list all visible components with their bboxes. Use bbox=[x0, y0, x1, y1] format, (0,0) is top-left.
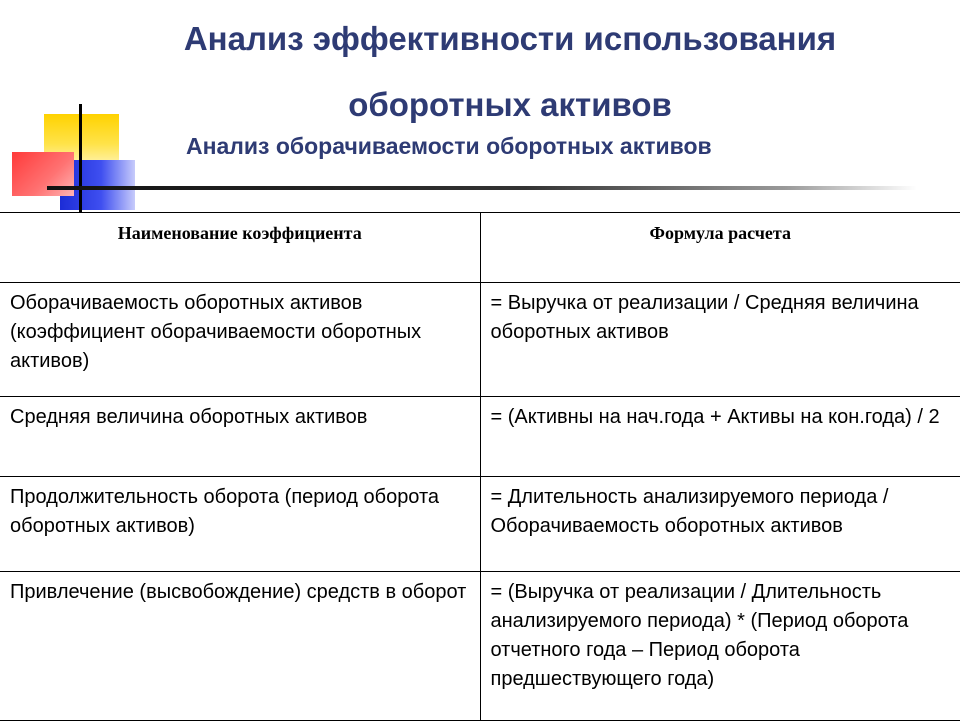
table-row bbox=[0, 397, 960, 477]
formula-cell: = (Выручка от реализации / Длительность анализируемого периода) * (Период оборота отчетного года – Период оборота предшествующего года) bbox=[480, 572, 960, 721]
table-row bbox=[0, 477, 960, 572]
coefficients-table bbox=[0, 212, 960, 721]
page-title-line-2: оборотных активов bbox=[348, 86, 672, 123]
coefficient-name-cell: Продолжительность оборота (период оборота оборотных активов) bbox=[0, 477, 480, 572]
table-header-row bbox=[0, 213, 960, 283]
table-row bbox=[0, 283, 960, 397]
formula-cell: = Длительность анализируемого периода / Оборачиваемость оборотных активов bbox=[480, 477, 960, 572]
page-title bbox=[0, 6, 960, 138]
table-row bbox=[0, 572, 960, 721]
page-title-line-1: Анализ эффективности использования bbox=[183, 20, 837, 57]
coefficient-name-cell: Привлечение (высвобождение) средств в оборот bbox=[0, 572, 480, 721]
horizontal-rule-decoration bbox=[47, 186, 917, 190]
column-header-formula: Формула расчета bbox=[480, 213, 960, 283]
formula-cell: = Выручка от реализации / Средняя величина оборотных активов bbox=[480, 283, 960, 397]
column-header-name: Наименование коэффициента bbox=[0, 213, 480, 283]
coefficient-name-cell: Оборачиваемость оборотных активов (коэффициент оборачиваемости оборотных активов) bbox=[0, 283, 480, 397]
section-subtitle: Анализ оборачиваемости оборотных активов bbox=[186, 133, 712, 159]
coefficient-name-cell: Средняя величина оборотных активов bbox=[0, 397, 480, 477]
formula-cell: = (Активны на нач.года + Активы на кон.года) / 2 bbox=[480, 397, 960, 477]
